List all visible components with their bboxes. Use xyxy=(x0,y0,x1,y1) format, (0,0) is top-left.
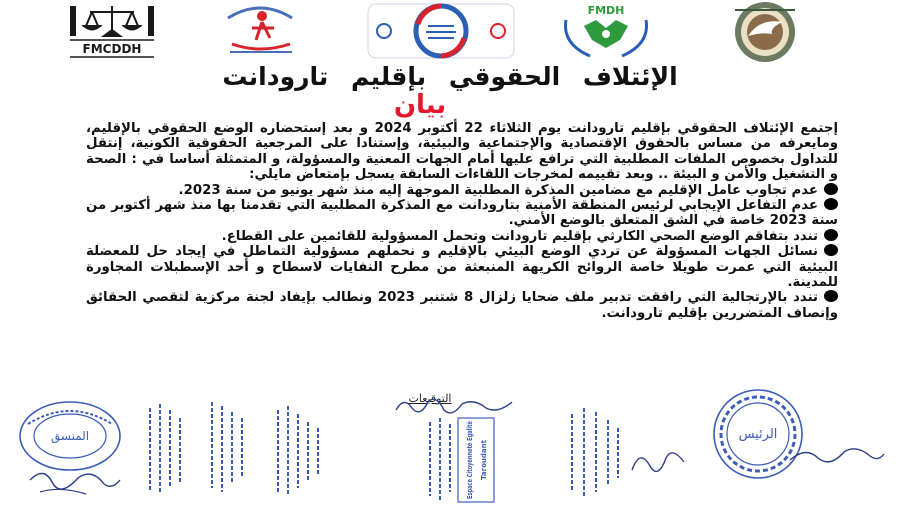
stamp-vertical-1 xyxy=(150,404,180,494)
logo-fmcddh xyxy=(70,6,154,57)
list-item xyxy=(86,229,838,244)
stamp-right-text: الرئيس xyxy=(738,427,778,442)
dove-emblem-icon xyxy=(735,2,795,62)
list-item xyxy=(86,290,838,321)
list-item-text: عدم تجاوب عامل الإقليم مع مضامين المذكرة المطلبية الموجهة إليه منذ شهر يونيو من سنة 2023. xyxy=(178,182,818,198)
list-item xyxy=(86,183,838,198)
statement-body xyxy=(86,121,838,321)
signatures-area xyxy=(0,388,900,506)
stamp-left-text: المنسق xyxy=(50,429,90,443)
logo-fmdh xyxy=(566,4,647,56)
bullet-icon xyxy=(824,229,838,241)
stamp-vertical-3 xyxy=(278,406,318,496)
document-title: الإئتلاف الحقوقي بإقليم تارودانت xyxy=(222,62,678,91)
stamp-vertical-4 xyxy=(572,408,618,496)
circle-emblem-icon xyxy=(368,4,514,58)
list-item xyxy=(86,198,838,229)
list-item xyxy=(86,244,838,290)
signature-center xyxy=(396,399,512,413)
list-item-text: عدم التفاعل الإيجابي لرئيس المنطقة الأمنية بتارودانت مع المذكرة المطلبية التي تقدمنا بها منذ شهر أكتوبر من سنة 2023 خاصة في الشق المتعلق بالوضع الأمني. xyxy=(86,198,838,229)
green-emblem-laurel-icon xyxy=(566,20,647,56)
statement-heading: بيان xyxy=(393,90,447,120)
list-item-text: تندد بتفاقم الوضع الصحي الكارثي بإقليم تارودانت وتحمل المسؤولية للقائمين على القطاع. xyxy=(221,228,818,244)
logo-fmcddh-text: FMCDDH xyxy=(82,42,142,56)
intro-paragraph: إجتمع الإئتلاف الحقوقي بإقليم تارودانت يوم الثلاثاء 22 أكتوبر 2024 و بعد إستحضاره الوضع الحقوقي بالإقليم، ومايعرفه من مساس بالحقوق الإقتصادية والإجتماعية والبيئية، وإستنادا على المرجعية الحقوقية الكونية، إنتقل للتداول بخصوص الملفات المطلبية التي ترافع عليها أمام الجهات المعنية والمسؤولة، و المتمثلة أساسا في : الصحة و التشغيل والأمن و البيئة .. وبعد تقييمه لمخرجات اللقاءات السابقة يسجل بإمتعاض مايلي: xyxy=(86,121,838,183)
signature-right xyxy=(790,449,884,462)
logo-fmdh-text: FMDH xyxy=(587,4,625,17)
figure-emblem-icon xyxy=(228,8,292,52)
bullet-icon xyxy=(824,290,838,302)
signatures-heading: التوقيعات xyxy=(408,392,452,405)
list-item-text: تندد بالإرتجالية التي رافقت تدبير ملف ضحايا زلزال 8 شتنبر 2023 ونطالب بإيفاد لجنة مركزية لتقصي الحقائق وإنصاف المتضررين بإقليم تارودانت. xyxy=(86,290,838,321)
signature-right-center xyxy=(632,453,684,472)
bullet-icon xyxy=(824,198,838,210)
list-item-text: نسائل الجهات المسؤولة عن تردي الوضع البيئي بالإقليم و نحملهم مسؤولية التماطل في إيجاد حل للمعضلة البيئية التي عمرت طويلا خاصة الروائح الكريهة المنبعثة من مطرح النفايات لاسطاح و أحد الإسطبلات المجاورة للمدينة. xyxy=(86,244,838,291)
stamp-left xyxy=(20,402,120,494)
stamp-right xyxy=(714,390,802,478)
stamp-vertical-2 xyxy=(212,402,242,492)
logos-row xyxy=(0,0,900,64)
bullet-icon xyxy=(824,244,838,256)
stamp-center-line2: Taroudant xyxy=(480,440,488,480)
bullet-icon xyxy=(824,183,838,195)
signature-left xyxy=(30,473,120,489)
stamp-center-line1: Espace Citoyenneté Egalité xyxy=(466,391,474,499)
